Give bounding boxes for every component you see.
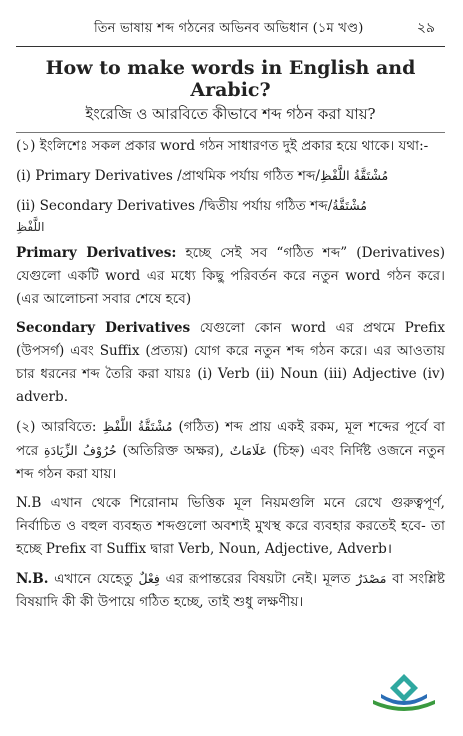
- note-part3: বা সংশ্লিষ্ট বিষয়াদি কী কী উপায়ে গঠিত হচ্ছে, তাই শুধু লক্ষণীয়।: [16, 571, 446, 610]
- arabic-para-part1: (২) আরবিতে:: [16, 419, 103, 435]
- arabic-derivatives-paragraph: [16, 415, 445, 486]
- arabic-para-part2: (গঠিত) শব্দ প্রায় একই রকম, মূল শব্দের পূর্বে বা পরে: [16, 419, 445, 459]
- paragraph-english-intro: (১) ইংলিশেঃ সকল প্রকার word গঠন সাধারণত দুই প্রকার হয়ে থাকে। যথা:-: [16, 132, 445, 158]
- secondary-item-text: (ii) Secondary Derivatives /দ্বিতীয় পর্যায় গঠিত শব্দ/: [16, 198, 333, 214]
- arabic-term-1: مُشْتَقَّةُ اللَّفْظِ: [102, 419, 173, 434]
- primary-derivatives-definition: [16, 242, 445, 311]
- heading-english: How to make words in English and Arabic?: [45, 57, 416, 101]
- heading-bengali: ইংরেজি ও আরবিতে কীভাবে শব্দ গঠন করা যায়?: [85, 105, 376, 123]
- secondary-text: যেগুলো কোন word এর প্রথমে Prefix (উপসর্গ) এবং Suffix (প্রত্যয়) যোগ করে নতুন শব্দ গঠন করে। এর আওতায় চার ধরনের শব্দ তৈরি করা যায়ঃ (i) Verb (ii) Noun (iii) Adjective (iv) adverb.: [16, 320, 445, 405]
- secondary-derivatives-item: [16, 194, 445, 236]
- book-title: তিন ভাষায় শব্দ গঠনের অভিনব অভিধান (১ম খণ্ড): [94, 21, 364, 36]
- note-part1: এখানে যেহেতু: [48, 571, 139, 587]
- arabic-para-part3: (অতিরিক্ত অক্ষর),: [116, 443, 230, 459]
- publisher-logo: [367, 670, 441, 718]
- page-number: ২৯: [416, 20, 435, 36]
- note-label: N.B.: [16, 571, 49, 587]
- secondary-derivatives-definition: [16, 317, 445, 409]
- note-arabic-2: مَصْدَرٌ: [356, 571, 387, 586]
- primary-derivatives-item: [16, 164, 445, 188]
- secondary-item-arabic-a: مُشْتَقَّةُ: [332, 198, 367, 213]
- primary-text: হচ্ছে সেই সব “গঠিত শব্দ” (Derivatives) যেগুলো একটি word এর মধ্যে কিছু পরিবর্তন করে নতুন word গঠন করে। (এর আলোচনা সবার শেষে হবে): [16, 245, 445, 307]
- primary-label: Primary Derivatives:: [16, 245, 177, 261]
- arabic-term-2: حُرُوْفُ الزِّيَادَةِ: [43, 443, 117, 458]
- primary-item-arabic: مُشْتَقَّةُ اللَّفْظِ: [320, 168, 389, 183]
- note-part2: এর রূপান্তরের বিষয়টা নেই। মূলত: [159, 571, 357, 587]
- arabic-para-part4: (চিহ্ন) এবং নির্দিষ্ট ওজনে নতুন শব্দ গঠন করা যায়।: [16, 443, 445, 482]
- note-arabic-1: فِعْلٌ: [138, 571, 160, 586]
- note-paragraph-1: N.B এখান থেকে শিরোনাম ভিত্তিক মূল নিয়মগুলি মনে রেখে গুরুত্বপূর্ণ, নির্বাচিত ও বহুল ব্যবহৃত শব্দগুলো অবশ্যই মুখস্থ করে ব্যবহার করতেই হবে- তা হচ্ছে Prefix বা Suffix দ্বারা Verb, Noun, Adjective, Adverb।: [16, 495, 445, 557]
- running-header: [16, 10, 445, 47]
- arabic-term-3: عَلَامَاتٌ: [229, 443, 267, 458]
- secondary-label: Secondary Derivatives: [16, 320, 191, 336]
- primary-item-text: (i) Primary Derivatives /প্রাথমিক পর্যায় গঠিত শব্দ/: [16, 168, 320, 184]
- secondary-item-arabic-b: اللَّفْظِ: [16, 220, 45, 234]
- note-paragraph-2: [16, 567, 445, 614]
